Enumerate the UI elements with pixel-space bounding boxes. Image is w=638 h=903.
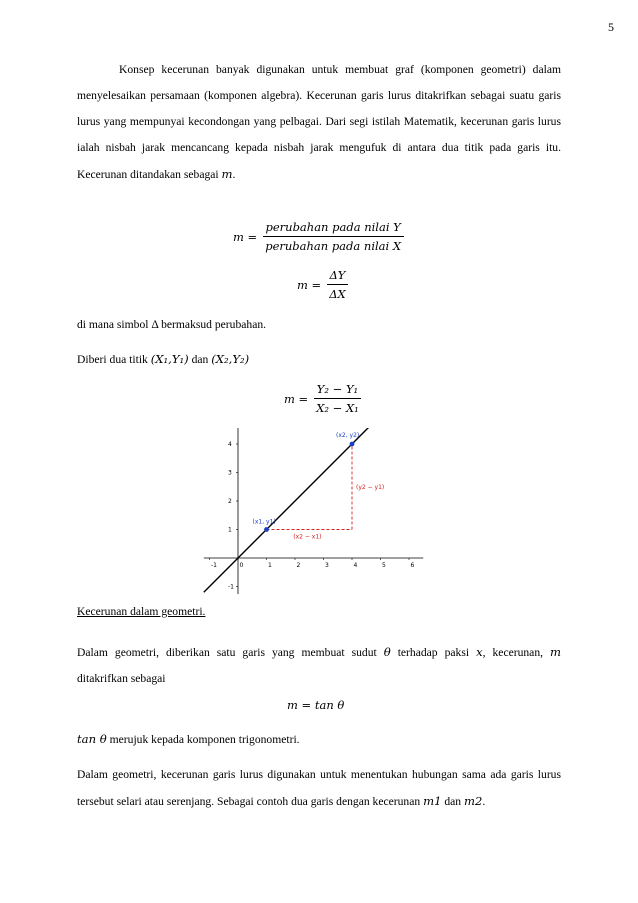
x-tick-label: 5 bbox=[382, 562, 386, 569]
y-tick-label: -1 bbox=[228, 583, 234, 591]
point-1-label: (x1, y1) bbox=[252, 518, 276, 526]
equation-tan: m = tan θ bbox=[287, 698, 345, 712]
y-tick-label: 4 bbox=[228, 441, 232, 448]
x-tick-label: -1 bbox=[211, 562, 217, 569]
intro-paragraph: Konsep kecerunan banyak digunakan untuk membuat graf (komponen geometri) dalam menyelesaikan persamaan (komponen algebra). Kecerunan garis lurus ditakrifkan sebagai suatu garis lurus yang mempunyai kecondongan yang pelbagai. Dari segi istilah Matematik, kecerunan garis lurus ialah nisbah jarak mencancang kepada nisbah jarak mengufuk di antara dua titik pada garis itu. Kecerunan ditandakan sebagai m. bbox=[77, 63, 561, 181]
x-tick-label: 4 bbox=[353, 562, 358, 569]
dx-label: (x2 − x1) bbox=[293, 533, 322, 541]
page-number: 5 bbox=[608, 20, 614, 34]
x-tick-label: 6 bbox=[410, 562, 415, 569]
equation-definition: m = $\frac{\text{perubahan pada nilai Y}}{\text{perubahan pada nilai X}}$ bbox=[233, 220, 404, 253]
last-paragraph: Dalam geometri, kecerunan garis lurus digunakan untuk menentukan hubungan sama ada garis lurus tersebut selari atau serenjang. Sebagai contoh dua garis dengan kecerunan m1 dan m2. bbox=[77, 768, 561, 808]
geometry-heading: Kecerunan dalam geometri. bbox=[77, 605, 206, 618]
y-tick-label: 3 bbox=[228, 469, 232, 477]
x-tick-label: 2 bbox=[296, 562, 301, 569]
y-tick-label: 1 bbox=[228, 526, 232, 534]
equation-delta: m = $\frac{\Delta Y}{\Delta X}$ bbox=[297, 268, 349, 301]
geometry-paragraph: Dalam geometri, diberikan satu garis yang membuat sudut θ terhadap paksi x, kecerunan, m ditakrifkan sebagai bbox=[77, 645, 562, 685]
point-2-label: (x2, y2) bbox=[336, 432, 360, 439]
straight-line bbox=[204, 428, 412, 592]
gradient-graph bbox=[200, 428, 440, 594]
x-tick-label: 3 bbox=[325, 562, 329, 569]
x-tick-label: 1 bbox=[268, 562, 272, 569]
dy-label: (y2 − y1) bbox=[356, 483, 385, 491]
y-tick-label: 2 bbox=[228, 498, 232, 505]
delta-note: di mana simbol Δ bermaksud perubahan. bbox=[77, 318, 267, 331]
x-tick-label: 0 bbox=[239, 562, 244, 569]
point-2 bbox=[350, 442, 355, 447]
point-1 bbox=[264, 527, 269, 532]
two-points-line: Diberi dua titik (X₁,Y₁) dan (X₂,Y₂) bbox=[77, 352, 250, 366]
equation-two-points: m = $\frac{\text{Y₂ − Y₁}}{\text{X₂ − X₁}}$ bbox=[284, 382, 362, 415]
tan-note: tan θ merujuk kepada komponen trigonometri. bbox=[77, 732, 300, 746]
